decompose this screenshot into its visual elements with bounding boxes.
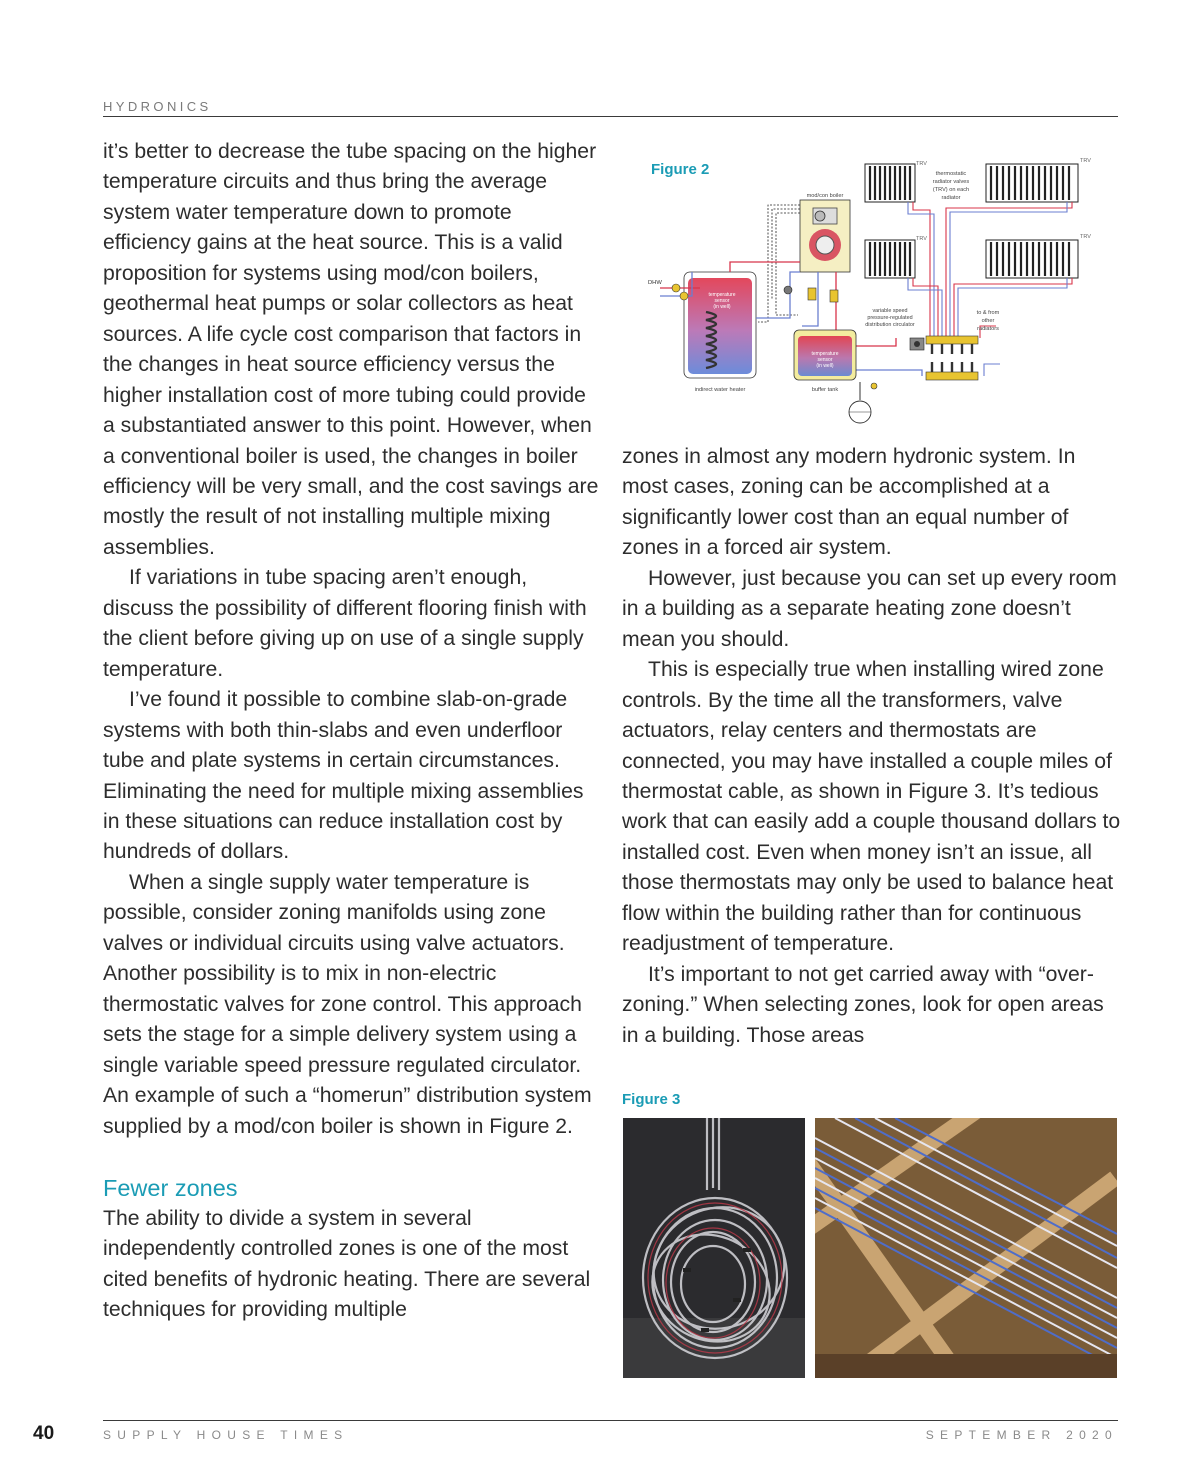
footer-rule	[103, 1420, 1118, 1421]
modcon-boiler	[800, 200, 850, 272]
modcon-label: mod/con boiler	[806, 193, 844, 199]
manifold	[926, 336, 978, 380]
control-wiring	[758, 205, 800, 322]
trv-note-4: radiator	[941, 195, 961, 201]
trv-label-1: TRV	[916, 161, 927, 167]
right-paragraph-1: zones in almost any modern hydronic system. In most cases, zoning can be accomplished at a significantly lower cost than an equal number of zones in a forced air system.	[622, 445, 1076, 560]
left-paragraph-5: The ability to divide a system in several independently controlled zones is one of the most cited benefits of hydronic heating. There are several techniques for providing multiple	[103, 1206, 591, 1322]
ts2-line-1: temperature	[811, 351, 839, 357]
header-rule	[103, 116, 1118, 117]
figure-3-photo-ceiling-cables	[815, 1118, 1117, 1378]
left-paragraph-4: When a single supply water temperature is possible, consider zoning manifolds using zone valves or individual circuits using valve actuators. Another possibility is to mix in non-electric thermostatic valves for zone control. This approach sets the stage for a simple delivery system using a single variable speed pressure regulated circulator. An example of such a “homerun” distribution system supplied by a mod/con boiler is shown in Figure 2.	[103, 870, 592, 1138]
other-line-3: radiators	[977, 326, 999, 332]
trv-label-2: TRV	[1080, 158, 1091, 164]
trv-note-2: radiator valves	[932, 179, 970, 185]
expansion-tank	[849, 382, 877, 423]
other-line-2: other	[981, 318, 995, 324]
other-line-1: to & from	[976, 310, 1000, 316]
buffer-label: buffer tank	[811, 387, 839, 393]
ts1-line-2: sensor	[714, 298, 730, 304]
dhw-label: DHW	[648, 280, 662, 286]
radiator-mid-left	[865, 240, 915, 278]
section-label: HYDRONICS	[103, 99, 212, 114]
figure-2-diagram	[640, 150, 1118, 435]
figure-3-label: Figure 3	[622, 1091, 681, 1108]
right-column	[622, 442, 1122, 1051]
iwh-label: indirect water heater	[694, 387, 746, 393]
figure-3-photo-coiled-cable	[623, 1118, 805, 1378]
radiator-top-left	[865, 164, 915, 202]
ts2-line-2: sensor	[817, 357, 833, 363]
circulators	[784, 286, 838, 302]
trv-label-3: TRV	[916, 236, 927, 242]
radiator-top-right	[986, 164, 1078, 202]
left-column	[103, 137, 603, 1326]
trv-note-1: thermostatic	[935, 171, 967, 177]
ts1-line-3: (in well)	[713, 304, 731, 310]
circ-line-2: pressure-regulated	[867, 315, 913, 321]
left-paragraph-2: If variations in tube spacing aren’t enough, discuss the possibility of different flooring finish with the client before giving up on use of a single supply temperature.	[103, 566, 587, 681]
right-paragraph-4: It’s important to not get carried away with “over-zoning.” When selecting zones, look for open areas in a building. Those areas	[622, 962, 1104, 1047]
circ-line-1: variable speed	[872, 308, 908, 314]
left-paragraph-1: it’s better to decrease the tube spacing on the higher temperature circuits and thus bring the average system water temperature down to promote efficiency gains at the heat source. This is a valid proposition for systems using mod/con boilers, geothermal heat pumps or solar collectors as heat sources. A life cycle cost comparison that factors in the changes in heat source efficiency versus the higher installation cost of more tubing could provide a substantiated answer to this point. However, when a conventional boiler is used, the changes in boiler efficiency will be very small, and the cost savings are mostly the result of not installing multiple mixing assemblies.	[103, 140, 599, 559]
right-paragraph-2: However, just because you can set up every room in a building as a separate heating zone doesn’t mean you should.	[622, 566, 1117, 651]
right-paragraph-3: This is especially true when installing wired zone controls. By the time all the transformers, valve actuators, relay centers and thermostats are connected, you may have installed a couple miles of thermostat cable, as shown in Figure 3. It’s tedious work that can easily add a couple thousand dollars to installed cost. Even when money isn’t an issue, all those thermostats may only be used to balance heat flow within the building rather than for continuous readjustment of temperature.	[622, 658, 1121, 956]
page-number: 40	[33, 1423, 55, 1444]
ts1-line-1: temperature	[708, 292, 736, 298]
ts2-line-3: (in well)	[816, 363, 834, 369]
issue-date: SEPTEMBER 2020	[925, 1428, 1118, 1442]
subhead-fewer-zones: Fewer zones	[103, 1174, 238, 1201]
distribution-circulator	[910, 338, 924, 350]
trv-label-4: TRV	[1080, 234, 1091, 240]
circ-line-3: distribution circulator	[865, 322, 915, 328]
publication-name: SUPPLY HOUSE TIMES	[103, 1428, 349, 1442]
left-paragraph-3: I’ve found it possible to combine slab-on-grade systems with both thin-slabs and even underfloor tube and plate systems in certain circumstances. Eliminating the need for multiple mixing assemblies in these situations can reduce installation cost by hundreds of dollars.	[103, 688, 584, 864]
radiator-mid-right	[986, 240, 1078, 278]
figure-2-label: Figure 2	[651, 161, 710, 178]
trv-note-3: (TRV) on each	[932, 187, 970, 193]
